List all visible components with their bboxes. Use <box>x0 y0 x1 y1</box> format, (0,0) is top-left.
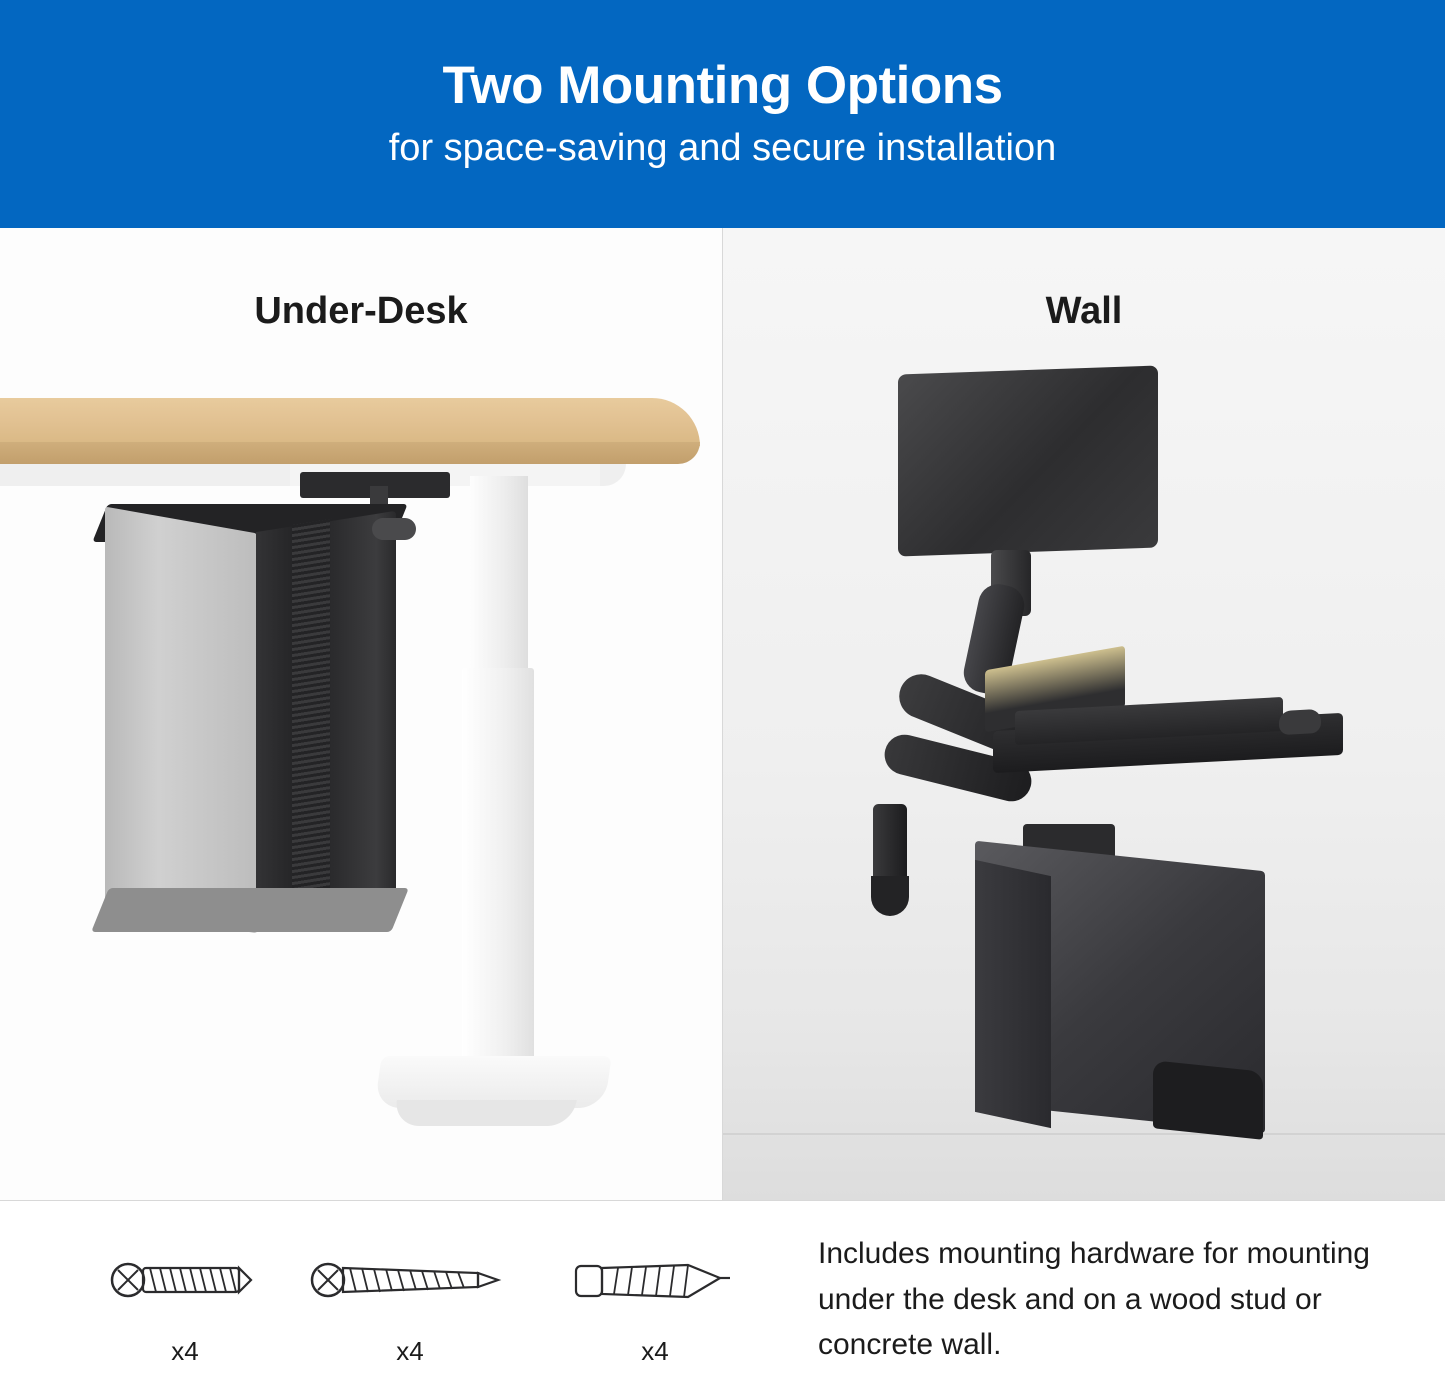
adjustment-knob-icon <box>372 518 416 540</box>
hardware-item <box>295 1227 525 1377</box>
panel-under-desk <box>0 228 722 1200</box>
hardware-section <box>0 1201 1445 1384</box>
banner-title: Two Mounting Options <box>442 56 1003 116</box>
cpu-tower-mesh-vent <box>292 519 332 915</box>
cpu-tower-side-panel <box>105 507 257 934</box>
mounting-options-panels <box>0 228 1445 1200</box>
cpu-tower-holder-face <box>330 511 396 911</box>
wall-cpu-holder-foot <box>1153 1060 1263 1140</box>
hardware-items <box>40 1227 780 1377</box>
wall-mounted-cpu-side-panel <box>975 860 1051 1128</box>
wall-mount-plate-cover <box>871 876 909 916</box>
hardware-description: Includes mounting hardware for mounting under the desk and on a wood stud or concrete wall. <box>818 1237 1370 1362</box>
wall-anchor-icon <box>540 1227 770 1332</box>
desk-foot-base <box>393 1100 577 1126</box>
hardware-quantity: x4 <box>396 1336 424 1366</box>
hardware-quantity: x4 <box>641 1336 669 1366</box>
header-banner <box>0 0 1445 228</box>
panel-wall-label: Wall <box>1045 290 1123 332</box>
machine-screw-icon <box>70 1227 300 1332</box>
wall-floor-line <box>723 1133 1445 1135</box>
hardware-item <box>70 1227 300 1377</box>
wood-screw-icon <box>295 1227 525 1332</box>
panel-under-desk-label: Under-Desk <box>254 290 468 332</box>
panel-wall <box>723 228 1445 1200</box>
hardware-item <box>540 1227 770 1377</box>
desk-top-surface <box>0 398 700 446</box>
desk-top-edge <box>0 442 700 464</box>
desk-leg-upper <box>470 476 528 676</box>
banner-subtitle: for space-saving and secure installation <box>388 126 1057 169</box>
hardware-quantity: x4 <box>171 1336 199 1366</box>
desk-leg-lower <box>462 668 534 1068</box>
monitor-display <box>898 365 1158 556</box>
mouse <box>1279 709 1321 735</box>
cpu-tower-base-tray <box>91 888 409 932</box>
